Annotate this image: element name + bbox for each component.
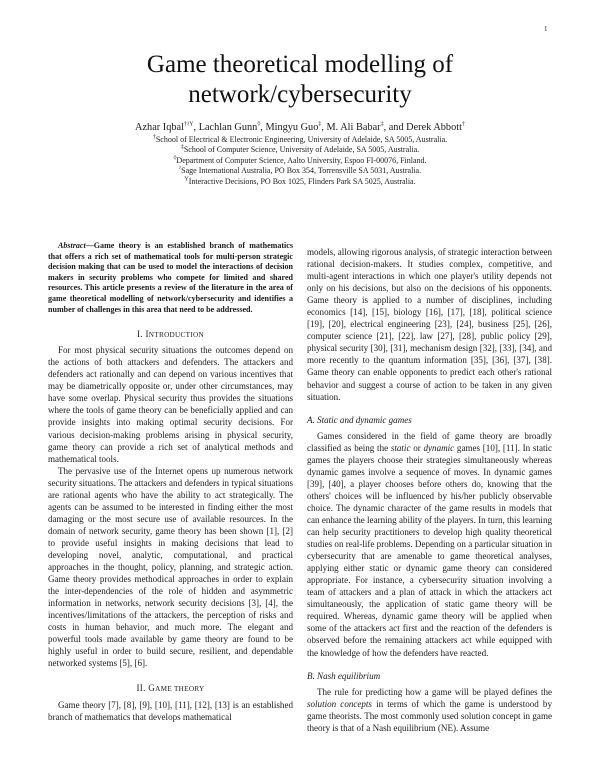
subsection-heading-static-dynamic: A. Static and dynamic games bbox=[307, 414, 412, 425]
left-column bbox=[48, 241, 293, 723]
paragraph: Game theory [7], [8], [9], [10], [11], [12], [13] is an established branch of mathematics that develops mathematical bbox=[48, 699, 293, 722]
abstract-text: Game theory is an established branch of mathematics that offers a rich set of mathematical tools for multi-person strategic decision making that can be used to model the interactions of decision makers in security problems who compete for limited and shared resources. This article presents a review of the literature in the area of game theoretical modelling of network/cybersecurity and identifies a number of challenges in this area that need to be addressed. bbox=[48, 241, 293, 314]
affiliation: $^Y$Interactive Decisions, PO Box 1025, Flinders Park SA 5025, Australia. bbox=[184, 175, 416, 186]
paragraph: Games considered in the field of game theory are broadly classified as being the static or dynamic games [10], [11]. In static games the players choose their strategies simultaneously whereas dynamic games involve a sequence of moves. In dynamic games [39], [40], a player chooses before others do, knowing that the others' choices will be influenced by his/her publicly observable choice. The dynamic character of the game results in models that can enhance the learning ability of the players. In turn, this learning can help security practitioners to develop high quality theoretical studies on real-life problems. Depending on a particular situation in cybersecurity that are amenable to game theoretical analyses, applying either static or dynamic game theory can considered appropriate. For instance, a cybersecurity situation involving a team of attackers and a plan of attack in which the attackers act simultaneously, the application of static game theory will be required. Whereas, dynamic game theory will be applied when some of the attackers act first and the reaction of the defenders is observed before the remaining attackers act while equipped with the knowledge of how the defenders have reacted. bbox=[307, 430, 552, 658]
page-number: 1 bbox=[544, 25, 548, 33]
affiliation: ‡School of Computer Science, University of Adelaide, SA 5005, Australia. bbox=[180, 144, 420, 155]
author: M. Ali Babar‡, and bbox=[326, 121, 407, 133]
author: Derek Abbott† bbox=[406, 121, 465, 133]
affiliation: †School of Electrical & Electronic Engineering, University of Adelaide, SA 5005, Australia. bbox=[152, 134, 448, 144]
paragraph: For most physical security situations the outcomes depend on the actions of both attackers and defenders. The attackers and defenders act rationally and can depend on various incentives that may be diametrically opposite or, under other circumstances, may have some overlap. Physical security thus provides the situations where the tools of game theory can be beneficially applied and can provide insights into making optimal security decisions. For various decision-making problems arising in physical security, game theory can provide a rich set of analytical methods and mathematical tools. bbox=[48, 345, 293, 464]
paragraph: The pervasive use of the Internet opens up numerous network security situations. The attackers and defenders in typical situations are rational agents who have the ability to act strategically. The agents can be assumed to be interested in finding either the most damaging or the most secure use of available resources. In the domain of network security, game theory has been shown [1], [2] to provide useful insights in making decisions that lead to developing novel, analytic, computational, and practical approaches in the thought, policy, planning, and strategic action. Game theory provides methodical approaches in order to explain the inter-dependencies of the role of hidden and asymmetric information in networks, network security decisions [3], [4], the incentives/limitations of the attackers, the perception of risks and costs in human behavior, and much more. The elegant and powerful tools made available by game theory are found to be highly useful in order to build secure, resilient, and dependable networked systems [5], [6]. bbox=[48, 465, 293, 669]
section-heading-game-theory: II. GAME THEORY bbox=[136, 683, 205, 694]
section-heading-introduction: I. INTRODUCTION bbox=[136, 329, 205, 340]
paragraph: The rule for predicting how a game will be played defines the solution concepts in terms of which the game is understood by game theorists. The most commonly used solution concept in game theory is that of a Nash equilibrium (NE). Assume bbox=[307, 686, 552, 733]
right-column bbox=[307, 246, 552, 734]
author: Mingyu Guo‡, bbox=[265, 121, 327, 133]
author: Lachlan Gunn◊, bbox=[198, 121, 266, 133]
affiliation: ◊Department of Computer Science, Aalto University, Espoo FI-00076, Finland. bbox=[173, 155, 427, 165]
affiliation-list bbox=[0, 135, 600, 187]
author: Azhar Iqbal$^{\dagger≀Y}$, bbox=[135, 121, 199, 133]
subsection-heading-nash: B. Nash equilibrium bbox=[307, 670, 381, 681]
abstract-label: Abstract bbox=[58, 241, 86, 250]
author-list bbox=[0, 121, 600, 134]
abstract: Abstract—Game theory is an established branch of mathematics that offers a rich set of mathematical tools for multi-person strategic decision making that can be used to model the interactions of decision makers in security problems who compete for limited and shared resources. This article presents a review of the literature in the area of game theoretical modelling of network/cybersecurity and identifies a number of challenges in this area that need to be addressed. bbox=[48, 241, 293, 314]
paper-title bbox=[0, 50, 600, 110]
affiliation: ≀Sage International Australia, PO Box 354, Torrensville SA 5031, Australia. bbox=[178, 165, 422, 176]
paragraph: models, allowing rigorous analysis, of strategic interaction between rational decision-makers. It studies complex, competitive, and multi-agent interactions in which one player's utility depends not only on his decisions, but also on the decisions of his opponents. Game theory is applied to a number of disciplines, including economics [14], [15], biology [16], [17], [18], political science [19], [20], electrical engineering [23], [24], business [25], [26], computer science [21], [22], law [27], [28], public policy [29], physical security [30], [31], mechanism design [32], [33], [34], and more recently to the quantum information [35], [36], [37], [38]. Game theory can enable opponents to predict each other's rational behavior and suggest a course of action to be taken in any given situation. bbox=[307, 247, 552, 402]
title-line-2: network/cybersecurity bbox=[188, 81, 412, 108]
title-line-1: Game theoretical modelling of bbox=[146, 51, 454, 78]
